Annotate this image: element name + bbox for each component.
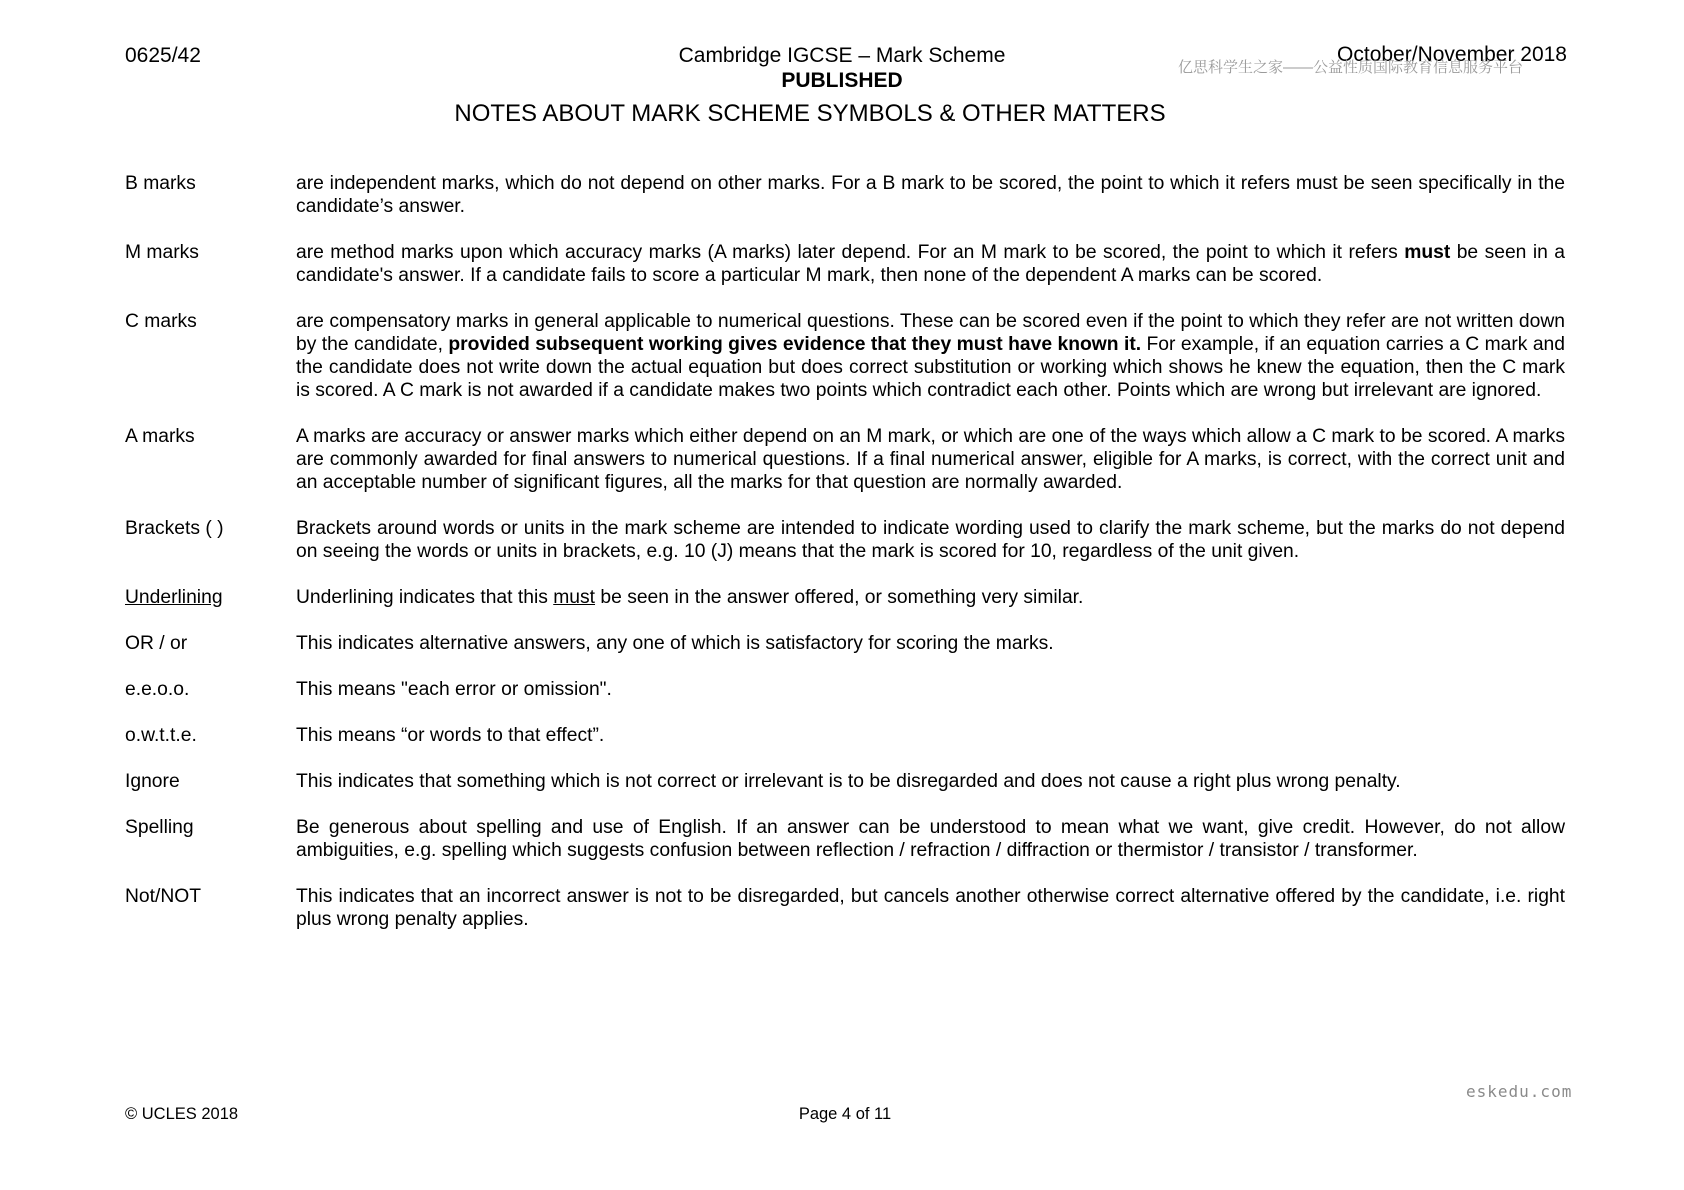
definition-text: Underlining indicates that this bbox=[296, 587, 554, 608]
notes-list bbox=[125, 172, 1565, 954]
note-definition: This means “or words to that effect”. bbox=[296, 725, 605, 746]
note-term: Brackets ( ) bbox=[125, 518, 224, 539]
header-watermark: 亿思科学生之家——公益性质国际教育信息服务平台 bbox=[1178, 59, 1524, 76]
note-definition: A marks are accuracy or answer marks which either depend on an M mark, or which are one of the ways which allow a C mark to be scored. A marks are commonly awarded for final answers to numerical questions. If a final numerical answer, eligible for A marks, is correct, with the correct unit and an acceptable number of significant figures, all the marks for that question are normally awarded. bbox=[296, 426, 1565, 493]
published-label: PUBLISHED bbox=[781, 69, 903, 92]
note-term: o.w.t.t.e. bbox=[125, 725, 197, 746]
note-definition: This indicates that something which is not correct or irrelevant is to be disregarded and does not cause a right plus wrong penalty. bbox=[296, 771, 1401, 792]
note-definition bbox=[296, 310, 1565, 402]
note-term: Underlining bbox=[125, 587, 223, 608]
paper-code: 0625/42 bbox=[125, 44, 201, 67]
note-definition: are independent marks, which do not depend on other marks. For a B mark to be scored, the point to which it refers must be seen specifically in the candidate’s answer. bbox=[296, 173, 1565, 217]
note-term: Not/NOT bbox=[125, 886, 202, 907]
note-spelling bbox=[125, 816, 1565, 862]
definition-text: are method marks upon which accuracy marks (A marks) later depend. For an M mark to be scored, the point to which it refers bbox=[296, 242, 1405, 263]
note-or bbox=[125, 632, 1565, 655]
note-eeoo bbox=[125, 678, 1565, 701]
note-term: Spelling bbox=[125, 817, 194, 838]
document-title: Cambridge IGCSE – Mark Scheme bbox=[678, 44, 1006, 67]
note-definition: This indicates that an incorrect answer is not to be disregarded, but cancels another otherwise correct alternative offered by the candidate, i.e. right plus wrong penalty applies. bbox=[296, 886, 1565, 930]
note-definition: This means "each error or omission". bbox=[296, 679, 612, 700]
note-term: C marks bbox=[125, 311, 197, 332]
note-definition: Brackets around words or units in the mark scheme are intended to indicate wording used to clarify the mark scheme, but the marks do not depend on seeing the words or units in brackets, e.g. 10 (J) means that the mark is scored for 10, regardless of the unit given. bbox=[296, 518, 1565, 562]
definition-emphasis: must bbox=[1404, 242, 1451, 263]
exam-session: October/November 2018 bbox=[1337, 43, 1567, 66]
note-c-marks bbox=[125, 310, 1565, 402]
note-term: Ignore bbox=[125, 771, 180, 792]
note-definition: Be generous about spelling and use of English. If an answer can be understood to mean what we want, give credit. However, do not allow ambiguities, e.g. spelling which suggests confusion between reflection / refraction / diffraction or thermistor / transistor / transformer. bbox=[296, 817, 1565, 861]
definition-underlined: must bbox=[553, 587, 596, 608]
note-term: M marks bbox=[125, 242, 199, 263]
note-b-marks bbox=[125, 172, 1565, 218]
note-definition bbox=[296, 241, 1565, 287]
definition-text: are compensatory marks in general applicable to numerical questions. These can be scored even if the point to which they refer are not written down by the candidate, bbox=[296, 311, 1565, 355]
note-definition: This indicates alternative answers, any one of which is satisfactory for scoring the marks. bbox=[296, 633, 1054, 654]
copyright: © UCLES 2018 bbox=[125, 1105, 239, 1123]
note-term: A marks bbox=[125, 426, 195, 447]
note-term: B marks bbox=[125, 173, 196, 194]
note-underlining bbox=[125, 586, 1565, 609]
note-definition bbox=[296, 586, 1565, 609]
definition-text: be seen in the answer offered, or something very similar. bbox=[595, 587, 1084, 608]
note-a-marks bbox=[125, 425, 1565, 494]
note-term: OR / or bbox=[125, 633, 188, 654]
note-brackets bbox=[125, 517, 1565, 563]
section-title: NOTES ABOUT MARK SCHEME SYMBOLS & OTHER MATTERS bbox=[454, 100, 1166, 127]
note-owtte bbox=[125, 724, 1565, 747]
note-not bbox=[125, 885, 1565, 931]
note-m-marks bbox=[125, 241, 1565, 287]
definition-text: For example, if an equation carries a C mark and the candidate does not write down the actual equation but does correct substitution or working which shows he knew the equation, then the C mark is scored. A C mark is not awarded if a candidate makes two points which contradict each other. Points which are wrong but irrelevant are ignored. bbox=[296, 334, 1565, 401]
definition-text: be seen in a candidate's answer. If a candidate fails to score a particular M mark, then none of the dependent A marks can be scored. bbox=[296, 242, 1565, 286]
note-term: e.e.o.o. bbox=[125, 679, 190, 700]
page-number: Page 4 of 11 bbox=[798, 1105, 892, 1123]
note-ignore bbox=[125, 770, 1565, 793]
definition-emphasis: provided subsequent working gives evidence that they must have known it. bbox=[448, 334, 1142, 355]
footer-watermark: eskedu.com bbox=[1466, 1082, 1573, 1101]
